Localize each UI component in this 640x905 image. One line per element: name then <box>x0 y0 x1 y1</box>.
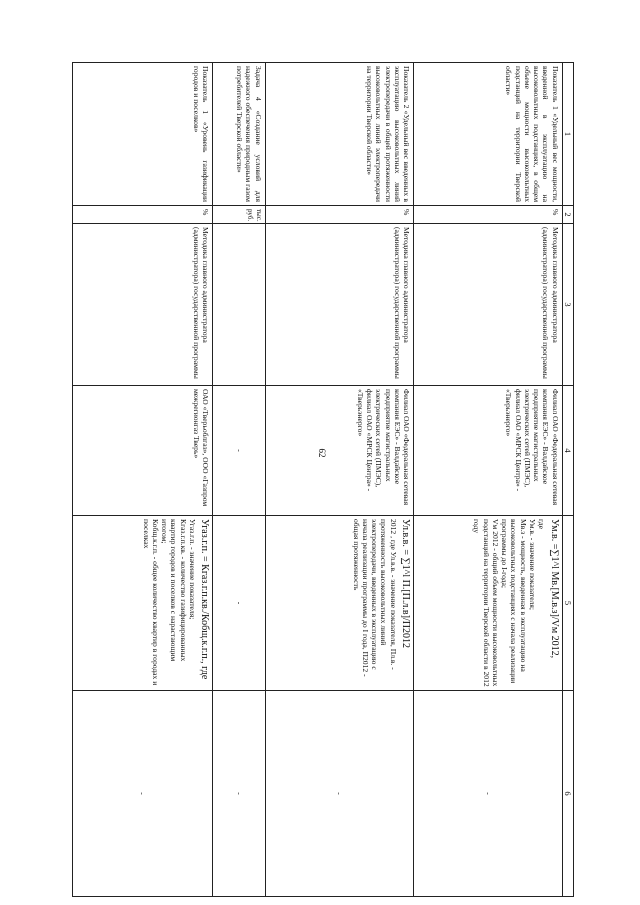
column-number-row <box>562 63 573 897</box>
data-source: Филиал ОАО «Федеральная сетевая компания ЕЭС» - Валдайское предприятие магистральных электрических сетей (ПМЭС), филиал ОАО «МРСК Центра» - «Тверьэнерго» <box>414 386 562 516</box>
formula-line: где <box>537 519 547 529</box>
task-name: Задача 4 «Создание условий для надежного обеспечения природным газом потребителей Тверской области» <box>213 63 265 206</box>
table-row <box>73 63 214 897</box>
methodology: Методика главного администратора (администратора) государственной программы <box>414 224 562 386</box>
calculation-formula <box>73 516 214 691</box>
header-col-6: 6 <box>562 691 573 897</box>
formula-expression: Ум.в. =∑1^l Мв.[М.в.з]/Vм 2012, <box>548 519 560 659</box>
notes: - <box>414 691 562 897</box>
unit: % <box>414 206 562 224</box>
methodology: Методика главного администратора (администратора) государственной программы <box>265 224 413 386</box>
formula-expression: Ул.в.в. = ∑1^l П.[П.л.в]/П2012 <box>400 519 412 648</box>
header-col-1: 1 <box>562 63 573 206</box>
unit: % <box>265 206 413 224</box>
formula-line: - <box>234 601 244 605</box>
calculation-formula <box>265 516 413 691</box>
header-col-3: 3 <box>562 224 573 386</box>
table-row <box>414 63 562 897</box>
notes: - <box>73 691 214 897</box>
formula-line: 2012 , где Ул.в.в. - значение показателя, Пл.в. - протяженность высоковольтных линий электропередачи, введенных в эксплуатацию с начала реализации программы до I года, П2012 - общая протяженность <box>351 519 398 677</box>
methodology <box>213 224 265 386</box>
header-col-2: 2 <box>562 206 573 224</box>
landscape-sheet <box>72 62 574 896</box>
data-source: - <box>213 386 265 516</box>
data-source: ОАО «Тверьоблгаз», ООО «Газпром межрегионгаз Тверь» <box>73 386 214 516</box>
indicator-name: Показатель 1 «Удельный вес мощности, введенной в эксплуатацию на высоковольтных подстанциях, в общем объеме мощности высоковольтных подстанций на территории Тверской области» <box>414 63 562 206</box>
notes: - <box>265 691 413 897</box>
formula-expression: Угаз.г.п. = Кгаз.г.п.кв./Кобщ.к.г.п., где <box>199 519 211 680</box>
page-number: 62 <box>317 448 327 458</box>
calculation-formula <box>414 516 562 691</box>
unit: % <box>73 206 214 224</box>
table-row <box>265 63 413 897</box>
header-col-4: 4 <box>562 386 573 516</box>
header-col-5: 5 <box>562 516 573 691</box>
indicators-table <box>72 62 574 897</box>
formula-line: Ум.в. - значение показателя; <box>527 519 537 610</box>
formula-line: Угаз.г.п. - значение показателя; <box>188 519 197 620</box>
indicator-name: Показатель 2 «Удельный вес введенных в эксплуатацию высоковольтных линий электропередачи в общей протяженности высоковольтных линий электропередачи на территории Тверской области» <box>265 63 413 206</box>
unit: тыс. руб. <box>213 206 265 224</box>
calculation-formula <box>213 516 265 691</box>
formula-line: Мв.з - мощность, введенная в эксплуатацию на высоковольтных подстанциях с начала реализации программы до I-года; <box>500 519 528 684</box>
notes: - <box>213 691 265 897</box>
formula-line: Кобщ.к.г.п. - общее количество квартир в городах и поселках <box>141 519 160 686</box>
data-source: Филиал ОАО «Федеральная сетевая компания ЕЭС» - Валдайское предприятие магистральных электрических сетей (ПМЭС), филиал ОАО «МРСК Центра» - «Тверьэнерго» <box>265 386 413 516</box>
indicator-name: Показатель 1 «Уровень газификации городов и поселков» <box>73 63 214 206</box>
table-row <box>213 63 265 897</box>
methodology: Методика главного администратора (администратора) государственной программы <box>73 224 214 386</box>
formula-line: Vм 2012 - общий объем мощности высоковольтных подстанций на территории Тверской области в 2012 году <box>472 519 500 687</box>
formula-line: Кгаз.г.п.кв. - количество газифицированных квартир городов и поселков с нарастающим итогом; <box>160 519 188 662</box>
